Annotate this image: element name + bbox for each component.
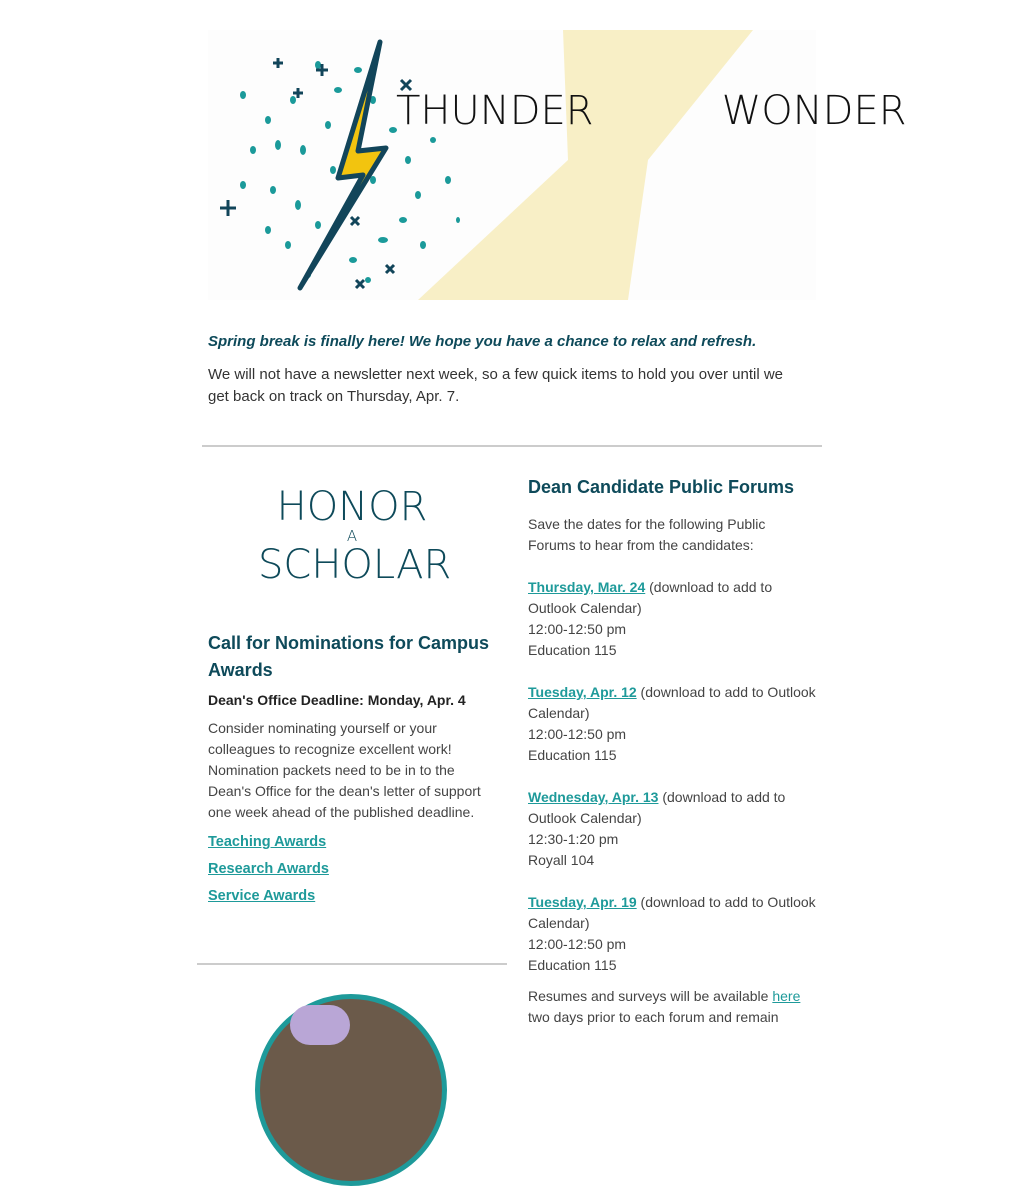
awards-heading: Call for Nominations for Campus Awards [208, 633, 490, 680]
forums-heading: Dean Candidate Public Forums [528, 477, 795, 497]
forum-date-link[interactable]: Tuesday, Apr. 12 [528, 684, 637, 700]
logo-line: SCHOLAR [258, 542, 452, 588]
awards-body: Consider nominating yourself or your colleagues to recognize excellent work! Nomination packets need to be in to the Dean's Office for the dean's letter of support one week ahead of the published deadline. [208, 720, 481, 820]
banner-title: THUNDER WONDER [396, 88, 907, 134]
forum-time: 12:00-12:50 pm [528, 621, 627, 637]
forum-time: 12:00-12:50 pm [528, 936, 627, 952]
teaching-awards-link[interactable]: Teaching Awards [208, 834, 327, 850]
forums-intro: Save the dates for the following Public Forums to hear from the candidates: [528, 516, 766, 553]
profile-photo [255, 994, 447, 1186]
resumes-note [528, 986, 816, 1028]
divider [202, 445, 822, 447]
forum-time: 12:30-1:20 pm [528, 831, 619, 847]
forums-section [528, 474, 816, 1028]
newsletter-banner [208, 30, 907, 300]
resumes-link[interactable]: here [772, 988, 801, 1004]
forum-time: 12:00-12:50 pm [528, 726, 627, 742]
research-awards-link[interactable]: Research Awards [208, 861, 329, 877]
forum-note: (download to add to Outlook Calendar) [528, 579, 773, 616]
service-awards-link[interactable]: Service Awards [208, 888, 316, 904]
forum-item [528, 682, 816, 766]
intro-emphasis: Spring break is finally here! We hope you have a chance to relax and refresh. [208, 333, 757, 350]
forum-date-link[interactable]: Thursday, Mar. 24 [528, 579, 646, 595]
awards-section [208, 630, 500, 904]
lightning-illustration [208, 30, 816, 300]
forum-note: (download to add to Outlook Calendar) [528, 894, 816, 931]
forum-place: Royall 104 [528, 852, 595, 868]
forum-note: (download to add to Outlook Calendar) [528, 789, 786, 826]
awards-deadline: Dean's Office Deadline: Monday, Apr. 4 [208, 692, 466, 708]
honor-a-scholar-logo [258, 484, 452, 596]
forum-item [528, 787, 816, 871]
resumes-text: Resumes and surveys will be available [528, 988, 773, 1004]
forum-item [528, 577, 816, 661]
logo-line: HONOR [276, 484, 428, 530]
intro-text: We will not have a newsletter next week, so a few quick items to hold you over until we get back on track on Thursday, Apr. 7. [208, 366, 784, 405]
forum-place: Education 115 [528, 747, 617, 763]
divider [197, 963, 507, 965]
forum-place: Education 115 [528, 957, 617, 973]
forum-date-link[interactable]: Tuesday, Apr. 19 [528, 894, 637, 910]
forum-date-link[interactable]: Wednesday, Apr. 13 [528, 789, 659, 805]
forum-place: Education 115 [528, 642, 617, 658]
forum-note: (download to add to Outlook Calendar) [528, 684, 816, 721]
logo-line: A [346, 527, 358, 545]
resumes-text: two days prior to each forum and remain [528, 1009, 779, 1025]
forum-item [528, 892, 816, 976]
